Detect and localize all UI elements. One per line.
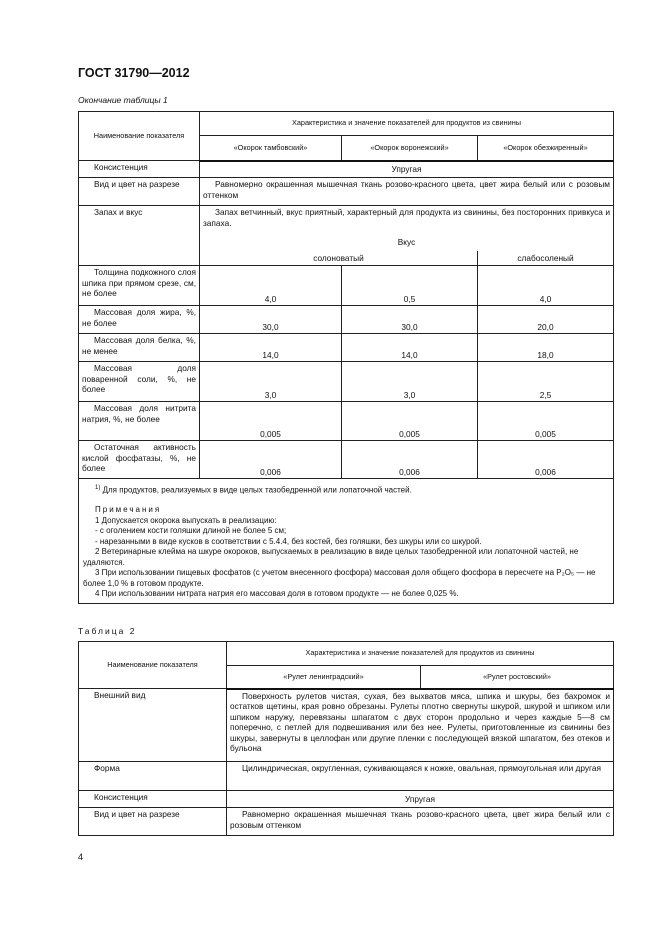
row-value: Упругая (227, 791, 614, 808)
cell-value: 0,005 (200, 402, 342, 441)
row-name: Массовая доля белка, %, не менее (79, 334, 200, 362)
document-title: ГОСТ 31790—2012 (78, 66, 190, 80)
cell-value: 4,0 (200, 266, 342, 306)
column-header-name: Наименование показателя (79, 112, 200, 161)
product-header: «Окорок обезжиренный» (478, 136, 614, 161)
column-header-name: Наименование показателя (79, 642, 227, 689)
cell-value: 18,0 (478, 334, 614, 362)
notes-title: Примечания (95, 505, 162, 515)
note-item: 1 Допускается окорока выпускать в реализацию: (95, 515, 277, 525)
cell-value: 0,005 (342, 402, 478, 441)
taste-lightly-salted: слабосоленый (478, 251, 614, 266)
note-item: 3 При использовании пищевых фосфатов (с учетом внесенного фосфора) массовая доля общего фосфора в пересчете на P₂O₅ — не более 1,0 % в готовом продукте. (83, 568, 596, 588)
note-item: - нарезанными в виде кусков в соответствии с 5.4.4, без костей, без голяшки, без шкуры или со шкурой. (95, 536, 482, 546)
row-value: Запах ветчинный, вкус приятный, характерный для продукта из свинины, без посторонних привкуса и запаха. (200, 206, 614, 234)
row-name: Остаточная активность кислой фосфатазы, %, не более (79, 441, 200, 479)
product-header: «Окорок тамбовский» (200, 136, 342, 161)
cell-value: 2,5 (478, 362, 614, 402)
cell-value: 20,0 (478, 306, 614, 334)
row-name: Консистенция (79, 791, 227, 808)
note-item: 2 Ветеринарные клейма на шкуре окороков, выпускаемых в реализацию в виде целых тазобедренной или лопаточной частей, не удаляются. (83, 547, 579, 567)
table2-caption: Таблица 2 (78, 626, 137, 636)
cell-value: 3,0 (200, 362, 342, 402)
row-name: Массовая доля жира, %, не более (79, 306, 200, 334)
taste-salty: солоноватый (200, 251, 478, 266)
page-number: 4 (78, 852, 84, 862)
row-name: Внешний вид (79, 689, 227, 762)
group-header: Характеристика и значение показателей для продуктов из свинины (200, 112, 614, 136)
table1-caption: Окончание таблицы 1 (78, 95, 168, 105)
cell-value: 4,0 (478, 266, 614, 306)
cell-value: 0,006 (342, 441, 478, 479)
row-name: Толщина подкожного слоя шпика при прямом срезе, см, не более (79, 266, 200, 306)
note-item: - с оголением кости голяшки длиной не более 5 см; (95, 526, 287, 536)
row-name: Форма (79, 762, 227, 791)
row-name: Вид и цвет на разрезе (79, 178, 200, 206)
row-value: Поверхность рулетов чистая, сухая, без выхватов мяса, шпика и шкуры, без бахромок и остатков щетины, края ровно обрезаны. Рулеты плотно свернуты шкурой, шкурой и шпиком или шпиком наружу, перевязаны шпагатом с двух сторон продольно и через каждые 5—8 см поперечно, с петлей для подвешивания или без нее. Рулеты, приготовленные из свинины без шкуры, завернуты в целлофан или другие пленки с последующей вязкой шпагатом, без отеков и бульона (227, 689, 614, 762)
cell-value: 14,0 (200, 334, 342, 362)
cell-value: 14,0 (342, 334, 478, 362)
row-value: Равномерно окрашенная мышечная ткань розово-красного цвета, цвет жира белый или с розовым оттенком (227, 808, 614, 836)
footnote: $^{1)}$ Для продуктов, реализуемых в виде целых тазобедренной или лопаточной частей. (95, 485, 412, 495)
cell-value: 3,0 (342, 362, 478, 402)
taste-label: Вкус (200, 234, 614, 251)
row-name: Массовая доля нитрита натрия, %, не более (79, 402, 200, 441)
row-value: Упругая (200, 161, 614, 178)
note-item: 4 При использовании нитрата натрия его массовая доля в готовом продукте — не более 0,025 %. (95, 589, 459, 599)
row-value: Равномерно окрашенная мышечная ткань розово-красного цвета, цвет жира белый или с розовым оттенком (200, 178, 614, 206)
row-name: Массовая доля поваренной соли, %, не более (79, 362, 200, 402)
cell-value: 0,006 (478, 441, 614, 479)
cell-value: 30,0 (342, 306, 478, 334)
product-header: «Рулет ростовский» (421, 666, 614, 689)
group-header: Характеристика и значение показателей для продуктов из свинины (227, 642, 614, 666)
row-name: Запах и вкус (79, 206, 200, 266)
row-value: Цилиндрическая, округленная, суживающаяся к ножке, овальная, прямоугольная или другая (227, 762, 614, 791)
cell-value: 30,0 (200, 306, 342, 334)
product-header: «Рулет ленинградский» (227, 666, 421, 689)
cell-value: 0,006 (200, 441, 342, 479)
row-name: Вид и цвет на разрезе (79, 808, 227, 836)
table1-notes (79, 479, 614, 604)
row-name: Консистенция (79, 161, 200, 178)
table-2 (78, 641, 614, 836)
table-1 (78, 111, 614, 604)
cell-value: 0,005 (478, 402, 614, 441)
product-header: «Окорок воронежский» (342, 136, 478, 161)
cell-value: 0,5 (342, 266, 478, 306)
